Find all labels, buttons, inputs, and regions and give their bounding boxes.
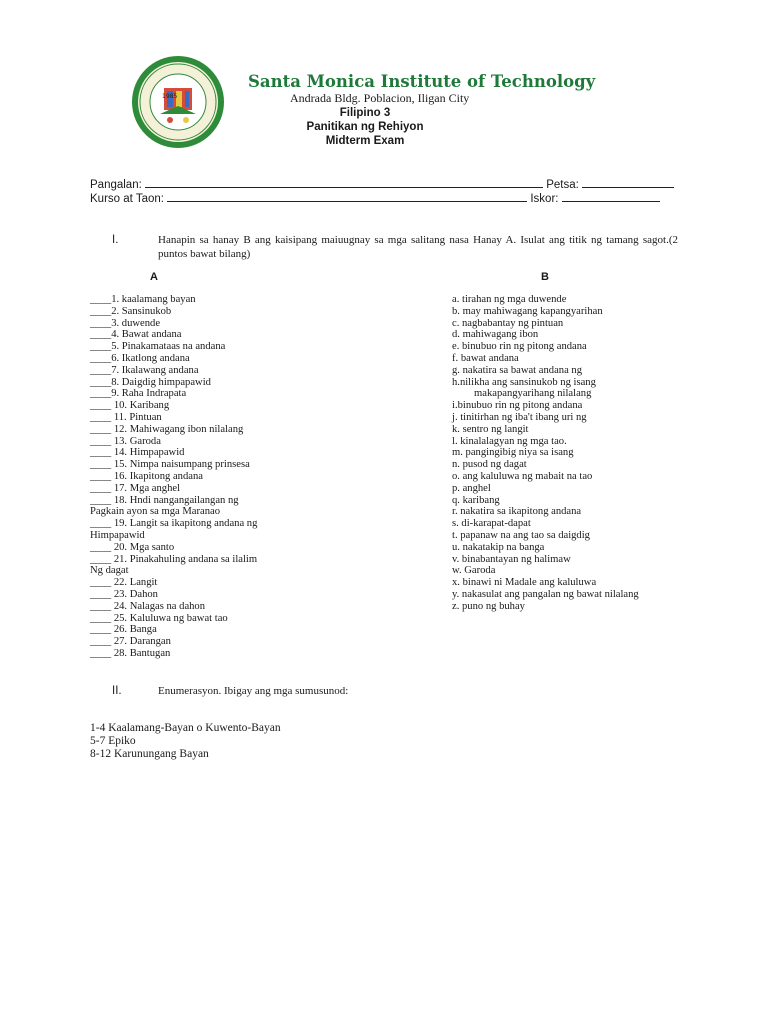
list-item: p. anghel	[452, 482, 491, 494]
list-item: k. sentro ng langit	[452, 423, 529, 435]
list-item: l. kinalalagyan ng mga tao.	[452, 435, 567, 447]
list-item: i.binubuo rin ng pitong andana	[452, 400, 583, 412]
list-item: y. nakasulat ang pangalan ng bawat nilalang	[452, 588, 639, 600]
list-item: ____ 24. Nalagas na dahon	[90, 600, 206, 612]
date-label: Petsa:	[546, 179, 579, 191]
list-item: j. tinitirhan ng iba't ibang uri ng	[452, 411, 587, 423]
list-item: makapangyarihang nilalang	[474, 388, 592, 400]
list-item: ____9. Raha Indrapata	[90, 388, 187, 400]
school-name: Santa Monica Institute of Technology	[248, 72, 596, 91]
list-item: s. di-karapat-dapat	[452, 518, 531, 530]
list-item: ____1. kaalamang bayan	[90, 294, 196, 305]
list-item: ____ 17. Mga anghel	[90, 482, 181, 494]
list-item: 5-7 Epiko	[90, 734, 136, 747]
list-item: ____3. duwende	[90, 317, 161, 329]
date-field[interactable]	[582, 178, 674, 188]
list-item: r. nakatira sa ikapitong andana	[452, 506, 582, 518]
list-item: ____ 15. Nimpa naisumpang prinsesa	[90, 459, 250, 471]
list-item: ____ 22. Langit	[90, 577, 158, 589]
list-item: ____ 21. Pinakahuling andana sa ilalim	[90, 553, 258, 565]
list-item: ____ 12. Mahiwagang ibon nilalang	[90, 423, 244, 435]
list-item: ____7. Ikalawang andana	[90, 364, 199, 376]
course-year-label: Kurso at Taon:	[90, 193, 164, 205]
list-item: v. binabantayan ng halimaw	[452, 553, 571, 565]
part1-instruction: Hanapin sa hanay B ang kaisipang maiuugnay sa mga salitang nasa Hanay A. Isulat ang titik ng tamang sagot.(2 puntos bawat bilang)	[158, 234, 678, 260]
name-field[interactable]	[145, 178, 543, 188]
school-address: Andrada Bldg. Poblacion, Iligan City	[290, 91, 470, 105]
list-item: Ng dagat	[90, 565, 129, 577]
list-item: m. pangingibig niya sa isang	[452, 447, 574, 459]
list-item: Himpapawid	[90, 529, 145, 541]
list-item: ____2. Sansinukob	[90, 305, 172, 317]
course-score-row	[90, 192, 660, 205]
column-b-heading: B	[541, 271, 549, 283]
list-item: 8-12 Karunungang Bayan	[90, 747, 209, 760]
list-item: u. nakatakip na banga	[452, 541, 545, 553]
list-item: ____5. Pinakamataas na andana	[90, 341, 226, 353]
column-a-heading: A	[150, 271, 158, 283]
subject-title: Filipino 3	[339, 107, 391, 119]
list-item: ____ 26. Banga	[90, 624, 157, 636]
list-item: ____ 11. Pintuan	[90, 411, 162, 423]
course-title: Panitikan ng Rehiyon	[306, 121, 424, 133]
score-label: Iskor:	[530, 193, 559, 205]
name-label: Pangalan:	[90, 179, 142, 191]
list-item: ____ 19. Langit sa ikapitong andana ng	[90, 518, 258, 530]
list-item: ____ 27. Darangan	[90, 636, 171, 648]
list-item: ____ 28. Bantugan	[90, 647, 171, 659]
list-item: q. karibang	[452, 494, 500, 506]
list-item: ____ 10. Karibang	[90, 400, 170, 412]
list-item: Pagkain ayon sa mga Maranao	[90, 506, 221, 518]
list-item: ____6. Ikatlong andana	[90, 352, 190, 364]
course-year-field[interactable]	[167, 192, 527, 202]
column-b-list	[452, 294, 732, 613]
list-item: t. papanaw na ang tao sa daigdig	[452, 529, 590, 541]
column-a-list	[90, 294, 420, 660]
svg-text:1985: 1985	[162, 93, 178, 100]
list-item: n. pusod ng dagat	[452, 459, 527, 471]
list-item: d. mahiwagang ibon	[452, 329, 539, 341]
list-item: h.nilikha ang sansinukob ng isang	[452, 376, 596, 388]
score-field[interactable]	[562, 192, 660, 202]
list-item: ____ 23. Dahon	[90, 588, 158, 600]
list-item: a. tirahan ng mga duwende	[452, 294, 567, 305]
list-item: o. ang kaluluwa ng mabait na tao	[452, 470, 593, 482]
list-item: ____ 20. Mga santo	[90, 541, 175, 553]
list-item: ____ 25. Kaluluwa ng bawat tao	[90, 612, 228, 624]
list-item: ____ 13. Garoda	[90, 435, 161, 447]
enumeration-list	[90, 722, 281, 760]
list-item: c. nagbabantay ng pintuan	[452, 317, 564, 329]
list-item: x. binawi ni Madale ang kaluluwa	[452, 577, 597, 589]
part2-numeral: II.	[112, 685, 122, 697]
list-item: ____ 16. Ikapitong andana	[90, 470, 203, 482]
list-item: ____8. Daigdig himpapawid	[90, 376, 211, 388]
list-item: 1-4 Kaalamang-Bayan o Kuwento-Bayan	[90, 722, 281, 734]
list-item: ____4. Bawat andana	[90, 329, 182, 341]
list-item: f. bawat andana	[452, 352, 519, 364]
name-date-row	[90, 178, 674, 191]
part2-instruction: Enumerasyon. Ibigay ang mga sumusunod:	[158, 685, 349, 697]
list-item: b. may mahiwagang kapangyarihan	[452, 305, 603, 317]
exam-title: Midterm Exam	[325, 135, 405, 147]
list-item: w. Garoda	[452, 565, 496, 577]
list-item: e. binubuo rin ng pitong andana	[452, 341, 587, 353]
list-item: ____ 14. Himpapawid	[90, 447, 185, 459]
part1-numeral: I.	[112, 234, 119, 246]
list-item: g. nakatira sa bawat andana ng	[452, 364, 583, 376]
list-item: ____ 18. Hndi nangangailangan ng	[90, 494, 239, 506]
list-item: z. puno ng buhay	[452, 600, 525, 612]
school-seal-logo	[130, 54, 226, 150]
